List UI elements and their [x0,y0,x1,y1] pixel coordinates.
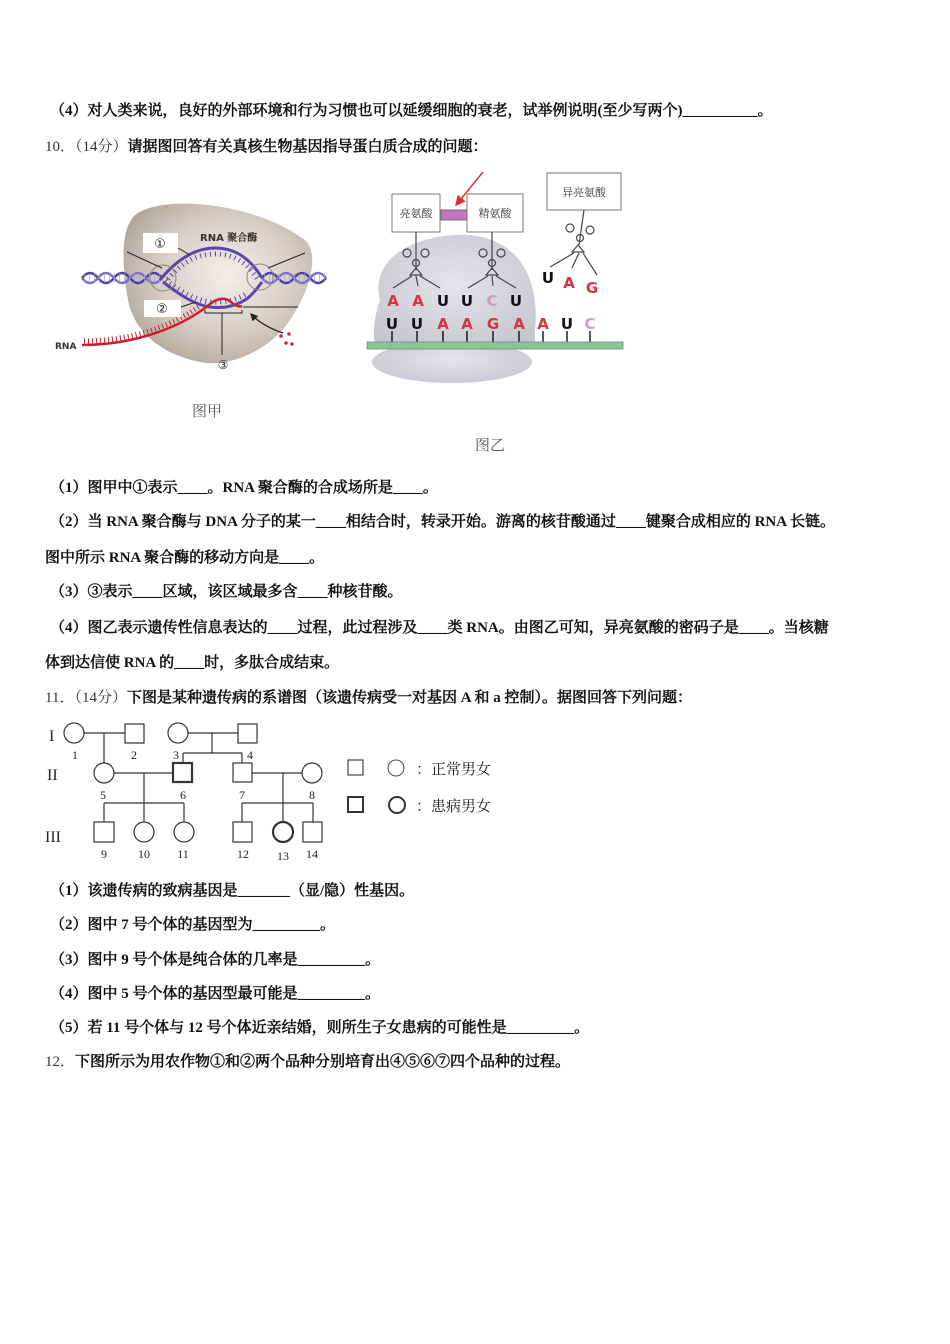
number-13: 13 [277,849,289,863]
amino-acid-leu: 亮氨酸 [399,207,433,220]
number-14: 14 [306,847,318,861]
q12-number: 12． [45,1054,76,1070]
q10-stem: 请据图回答有关真核生物基因指导蛋白质合成的问题： [127,139,488,155]
number-3: 3 [173,748,179,762]
amino-acid-ile: 异亮氨酸 [562,186,606,199]
individual-9-male [94,822,114,842]
label-2: ② [156,302,168,317]
number-10: 10 [138,847,150,861]
legend-affected-male-icon [348,797,363,812]
mrna-backbone [367,342,623,349]
mrna-codons [386,315,596,333]
ribosome-large-subunit [374,235,536,345]
number-4: 4 [247,748,253,762]
q11-stem: 下图是某种遗传病的系谱图（该遗传病受一对基因 A 和 a 控制）。据图回答下列问题： [126,690,692,706]
q10-part1: （1）图甲中①表示____。RNA 聚合酶的合成场所是____。 [50,480,438,496]
legend-normal-male-icon [348,760,363,775]
individual-12-male [233,822,252,842]
individual-5-female [94,763,114,783]
pedigree-lines [84,733,313,822]
q11-part1: （1）该遗传病的致病基因是_______（显/隐）性基因。 [50,883,415,899]
generation-labels [45,728,61,846]
peptide-bond [441,210,467,220]
mrna-base-3: A [437,315,449,333]
q11-part3: （3）图中 9 号个体是纯合体的几率是_________。 [50,952,381,968]
q9-part4: （4）对人类来说，良好的外部环境和行为习惯也可以延缓细胞的衰老，试举例说明(至少写两个)__________。 [50,103,773,119]
number-11: 11 [177,847,189,861]
number-1: 1 [72,748,78,762]
individual-10-female [134,822,154,842]
anticodon-2-1: U [460,292,474,310]
mrna-base-1: U [385,315,399,333]
individual-4-male [238,724,257,743]
q12-header [45,1052,570,1072]
individual-1-female [64,723,84,743]
mrna-base-9: C [584,315,596,333]
q10-score: （14分） [75,139,128,155]
q10-number: 10． [45,139,76,155]
pedigree-legend [348,760,491,815]
individual-2-male [125,724,144,743]
anticodon-1-2: A [412,292,424,310]
individual-8-female [302,763,322,783]
number-5: 5 [100,788,106,802]
q10-part2-cont: 图中所示 RNA 聚合酶的移动方向是____。 [45,550,325,566]
legend-normal-label: ：正常男女 [416,762,492,778]
q10-part2: （2）当 RNA 聚合酶与 DNA 分子的某一____相结合时，转录开始。游离的核苷酸通过____键聚合成相应的 RNA 长链。 [50,514,836,530]
anticodon-3-2: A [563,274,575,292]
label-3: ③ [217,358,229,372]
legend-affected-label: ：患病男女 [416,799,492,815]
q10-part4: （4）图乙表示遗传性信息表达的____过程，此过程涉及____类 RNA。由图乙可知，异亮氨酸的密码子是____。当核糖 [50,620,829,636]
mrna-base-8: U [560,315,574,333]
q11-part4: （4）图中 5 号个体的基因型最可能是_________。 [50,986,381,1002]
amino-acid-arg: 精氨酸 [478,207,512,220]
number-7: 7 [239,788,245,802]
legend-normal-female-icon [388,760,404,776]
legend-affected-female-icon [389,797,405,813]
generation-II: II [47,767,58,784]
q10-header [45,137,488,157]
anticodon-1-3: U [436,292,450,310]
individual-13-female-affected [273,822,293,842]
anticodon-3-3: G [585,279,599,297]
number-6: 6 [180,788,186,802]
q10-part4-cont: 体到达信使 RNA 的____时，多肽合成结束。 [45,655,340,671]
q11-number: 11． [45,690,75,706]
q11-part2: （2）图中 7 号个体的基因型为_________。 [50,917,336,933]
number-9: 9 [101,847,107,861]
individual-11-female [174,822,194,842]
anticodon-1-1: A [387,292,399,310]
generation-III: III [45,829,61,846]
mrna-base-7: A [537,315,549,333]
q11-header [45,688,692,708]
anticodon-2-2: C [486,292,498,310]
trna-3 [550,210,597,275]
generation-I: I [49,728,55,745]
mrna-base-6: A [513,315,525,333]
q11-score: （14分） [74,690,127,706]
rna-label: RNA [55,342,77,352]
q11-part5: （5）若 11 号个体与 12 号个体近亲结婚，则所生子女患病的可能性是_________。 [50,1020,590,1036]
figure-a-transcription [50,190,350,430]
anticodon-2-3: U [509,292,523,310]
q10-part3: （3）③表示____区域，该区域最多含____种核苷酸。 [50,584,403,600]
number-2: 2 [131,748,137,762]
label-1: ① [154,237,166,252]
q12-stem: 下图所示为用农作物①和②两个品种分别培育出④⑤⑥⑦四个品种的过程。 [75,1054,571,1070]
figure-a-caption: 图甲 [191,402,223,420]
mrna-base-4: A [461,315,473,333]
figure-b-caption: 图乙 [474,436,506,454]
anticodon-3-1: U [541,269,555,287]
individual-7-male [233,763,252,782]
mrna-base-5: G [486,315,500,333]
individual-6-male-affected [173,763,192,782]
individual-14-male [303,822,322,842]
enzyme-label: RNA 聚合酶 [200,233,258,244]
number-12: 12 [237,847,249,861]
free-nucleotides [279,332,294,346]
number-8: 8 [309,788,315,802]
pedigree-chart [40,715,520,870]
individual-3-female [168,723,188,743]
mrna-base-2: U [410,315,424,333]
figure-b-translation [360,165,640,465]
